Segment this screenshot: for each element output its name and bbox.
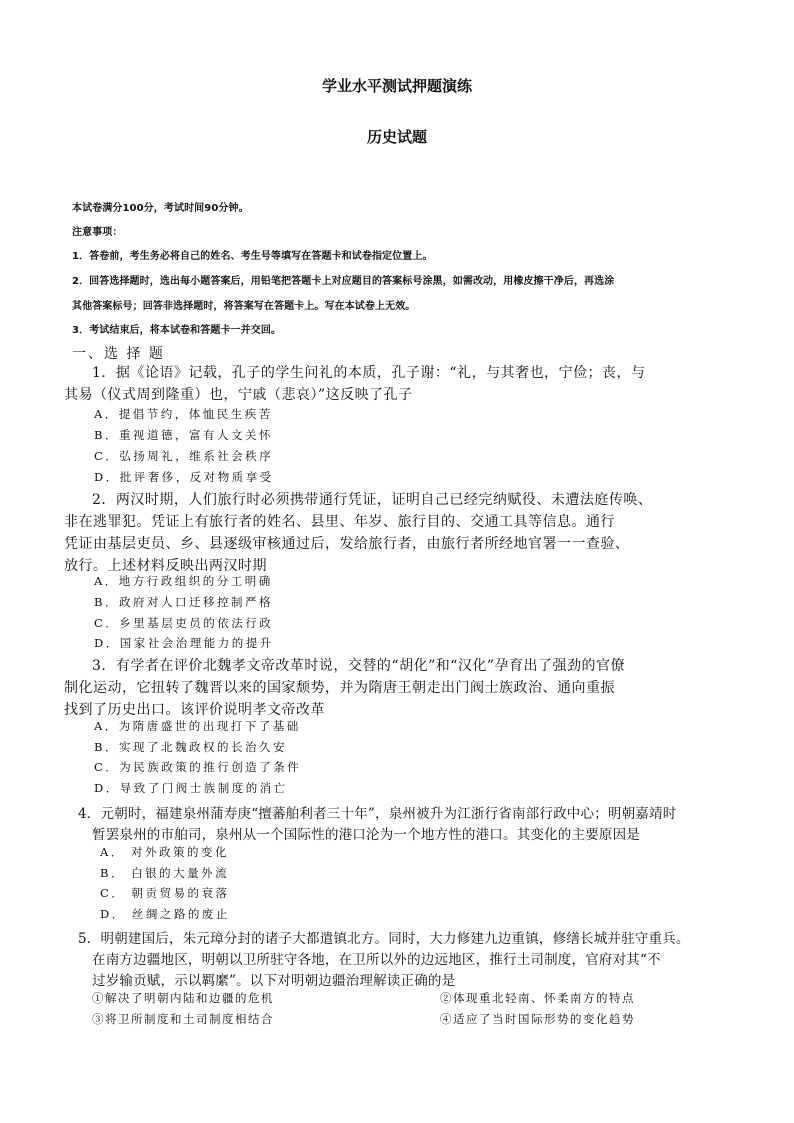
question-text: 在南方边疆地区，明朝以卫所驻守各地，在卫所以外的边远地区，推行土司制度，官府对其“不 — [92, 952, 661, 968]
answer-option: C．弘扬周礼，维系社会秩序 — [94, 449, 274, 463]
notice-line: 2．回答选择题时，选出每小题答案后，用铅笔把答题卡上对应题目的答案标号涂黑，如需改动，用橡皮擦干净后，再选涂 — [72, 276, 615, 287]
answer-option: B．实现了北魏政权的长治久安 — [94, 740, 287, 754]
answer-option: ①解决了明朝内陆和边疆的危机 — [92, 991, 274, 1005]
answer-option: B．政府对人口迁移控制严格 — [94, 595, 273, 609]
question-text: 制化运动，它扭转了魏晋以来的国家颓势，并为隋唐王朝走出门阀士族政治、通向重振 — [64, 680, 615, 696]
notice-line: 本试卷满分100分，考试时间90分钟。 — [72, 203, 249, 214]
answer-option: ③将卫所制度和土司制度相结合 — [92, 1012, 274, 1026]
notice-line: 3．考试结束后，将本试卷和答题卡一并交回。 — [72, 325, 282, 336]
answer-option: A． 对外政策的变化 — [100, 845, 229, 859]
question-text: 暂罢泉州的市舶司，泉州从一个国际性的港口沦为一个地方性的港口。其变化的主要原因是 — [92, 827, 640, 843]
answer-option: A．地方行政组织的分工明确 — [94, 574, 273, 588]
answer-option: B． 白银的大量外流 — [100, 866, 230, 880]
answer-option: A．提倡节约，体恤民生疾苦 — [94, 407, 273, 421]
question-text: 5．明朝建国后，朱元璋分封的诸子大都遣镇北方。同时，大力修建九边重镇，修缮长城并驻守重兵。 — [78, 931, 690, 947]
question-text: 1．据《论语》记载，孔子的学生问礼的本质，孔子谢：“礼，与其奢也，宁俭；丧，与 — [92, 365, 646, 381]
question-text: 找到了历史出口。该评价说明孝文帝改革 — [64, 702, 325, 718]
question-text: 4．元朝时，福建泉州蒲寿庚“擅蕃舶利者三十年”，泉州被升为江浙行省南部行政中心；明朝嘉靖时 — [78, 806, 677, 822]
answer-option: C．乡里基层吏员的依法行政 — [94, 616, 274, 630]
answer-option: ④适应了当时国际形势的变化趋势 — [440, 1012, 635, 1026]
question-text: 其易（仪式周到隆重）也，宁戚（悲哀）”这反映了孔子 — [64, 387, 413, 403]
section-heading: 一、选 择 题 — [72, 346, 165, 362]
notice-line: 1．答卷前，考生务必将自己的姓名、考生号等填写在答题卡和试卷指定位置上。 — [72, 251, 433, 262]
question-text: 2．两汉时期，人们旅行时必须携带通行凭证，证明自己已经完纳赋役、未遭法庭传唤、 — [92, 492, 653, 508]
question-text: 3．有学者在评价北魏孝文帝改革时说，交替的“胡化”和“汉化”孕育出了强劲的官僚 — [92, 658, 626, 674]
answer-option: ②体现重北轻南、怀柔南方的特点 — [440, 991, 635, 1005]
question-text: 放行。上述材料反映出两汉时期 — [64, 558, 267, 574]
answer-option: D．批评奢侈，反对物质享受 — [94, 470, 274, 484]
answer-option: A．为隋唐盛世的出现打下了基础 — [94, 719, 301, 733]
page-title: 学业水平测试押题演练 — [321, 77, 472, 95]
notice-line: 注意事项： — [72, 227, 123, 238]
page-subtitle: 历史试题 — [366, 128, 427, 146]
answer-option: B．重视道德，富有人文关怀 — [94, 428, 273, 442]
answer-option: D．导致了门阀士族制度的消亡 — [94, 781, 288, 795]
answer-option: C． 朝贡贸易的衰落 — [100, 886, 230, 900]
notice-line: 其他答案标号；回答非选择题时，将答案写在答题卡上。写在本试卷上无效。 — [72, 301, 416, 312]
answer-option: C．为民族政策的推行创造了条件 — [94, 760, 302, 774]
answer-option: D．国家社会治理能力的提升 — [94, 636, 274, 650]
question-text: 非在逃罪犯。凭证上有旅行者的姓名、县里、年岁、旅行目的、交通工具等信息。通行 — [64, 514, 615, 530]
question-text: 过岁输贡赋，示以羁縻”。以下对明朝边疆治理解读正确的是 — [92, 973, 456, 989]
answer-option: D． 丝绸之路的废止 — [100, 907, 230, 921]
question-text: 凭证由基层吏员、乡、县逐级审核通过后，发给旅行者，由旅行者所经地官署一一查验、 — [64, 536, 630, 552]
